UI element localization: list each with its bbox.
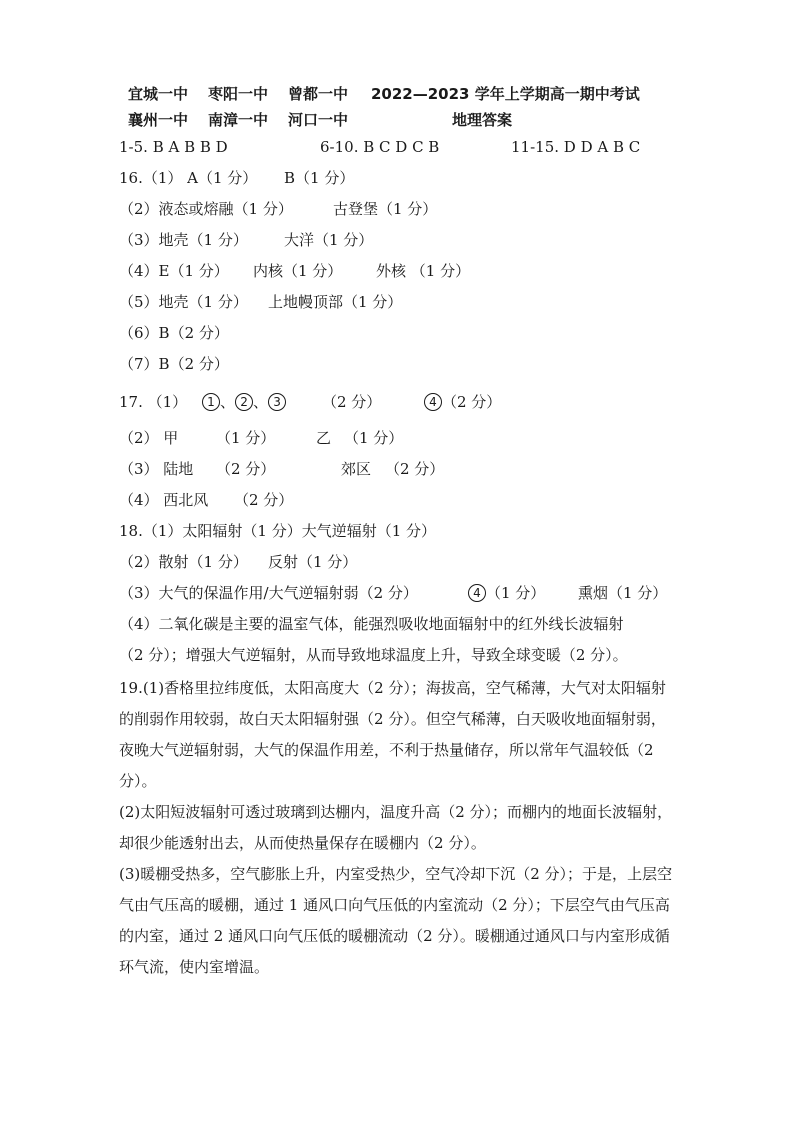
q17-line-4: （4） 西北风 [119, 491, 209, 509]
q18-line-3: （3）大气的保温作用/大气逆辐射弱（2 分） [119, 584, 418, 602]
separator: 、 [253, 393, 269, 411]
q17-line-2-b: （1 分） [216, 429, 276, 447]
school-name: 南漳一中 [208, 111, 269, 129]
q16-line-6: （6）B（2 分） [119, 324, 229, 342]
circled-number-2: 2 [235, 393, 253, 411]
q18-line-2: （2）散射（1 分） [119, 553, 248, 571]
q17-line-3: （3） 陆地 [119, 460, 194, 478]
separator: 、 [220, 393, 236, 411]
choice-answers-11-15: 11-15. D D A B C [511, 138, 641, 156]
q17-line-1-prefix: 17. （1） [119, 393, 188, 411]
q17-line-2-c: 乙 [316, 429, 332, 447]
q16-line-4-b: 内核（1 分） [253, 262, 343, 280]
q16-line-2: （2）液态或熔融（1 分） [119, 200, 293, 218]
q16-line-4-c: 外核 （1 分） [376, 262, 471, 280]
circled-number-4: 4 [468, 584, 486, 602]
school-name: 襄州一中 [128, 111, 189, 129]
school-name: 曾都一中 [288, 85, 349, 103]
q17-line-1-score-2: （2 分） [442, 393, 502, 411]
choice-answers-1-5: 1-5. B A B B D [119, 138, 228, 156]
circled-number-3: 3 [268, 393, 286, 411]
school-name: 枣阳一中 [208, 85, 269, 103]
q17-line-1-circles [202, 392, 286, 412]
q16-line-5-b: 上地幔顶部（1 分） [268, 293, 403, 311]
circled-number-4: 4 [424, 393, 442, 411]
choice-answers-6-10: 6-10. B C D C B [320, 138, 440, 156]
q18-line-4: （4）二氧化碳是主要的温室气体，能强烈吸收地面辐射中的红外线长波辐射 [119, 615, 624, 633]
q17-line-1-c4-wrap [424, 392, 501, 412]
school-name: 宜城一中 [128, 85, 189, 103]
circled-number-1: 1 [202, 393, 220, 411]
q17-line-3-b: （2 分） [216, 460, 276, 478]
q16-line-4: （4）E（1 分） [119, 262, 229, 280]
q17-line-1-score: （2 分） [322, 393, 382, 411]
q18-line-4-cont: （2 分）；增强大气逆辐射，从而导致地球温度上升，导致全球变暖（2 分）。 [119, 646, 628, 664]
q16-line-7: （7）B（2 分） [119, 355, 229, 373]
exam-title: 2022—2023 学年上学期高一期中考试 [371, 85, 640, 103]
q18-line-3-c: 熏烟（1 分） [578, 584, 668, 602]
subject-title: 地理答案 [452, 111, 513, 129]
q19-part-3: (3)暖棚受热多，空气膨胀上升，内室受热少，空气冷却下沉（2 分）；于是，上层空气由气压高的暖棚，通过 1 通风口向气压低的内室流动（2 分）；下层空气由气压高的内室，通过 2 通风口向气压低的暖棚流动（2 分）。暖棚通过通风口与内室形成循环气流，使内室增温。 [119, 865, 673, 976]
q16-line-1-b: B（1 分） [284, 169, 355, 187]
q16-line-3-b: 大洋（1 分） [284, 231, 374, 249]
q18-line-3-c4-wrap [468, 583, 545, 603]
q17-line-2-d: （1 分） [344, 429, 404, 447]
q17-line-2: （2） 甲 [119, 429, 179, 447]
q16-line-3: （3）地壳（1 分） [119, 231, 248, 249]
q16-line-2-b: 古登堡（1 分） [333, 200, 438, 218]
q16-line-5: （5）地壳（1 分） [119, 293, 248, 311]
q18-line-2-b: 反射（1 分） [268, 553, 358, 571]
q19-part-1: 19.(1)香格里拉纬度低，太阳高度大（2 分）；海拔高，空气稀薄，大气对太阳辐射的削弱作用较弱，故白天太阳辐射强（2 分）。但空气稀薄，白天吸收地面辐射弱，夜晚大气逆辐射弱，大气的保温作用差，不利于热量储存，所以常年气温较低（2 分）。 [119, 679, 666, 790]
q18-line-3-b: （1 分） [486, 584, 546, 602]
q19-part-2: (2)太阳短波辐射可透过玻璃到达棚内，温度升高（2 分）；而棚内的地面长波辐射，却很少能透射出去，从而使热量保存在暖棚内（2 分）。 [119, 803, 673, 852]
school-name: 河口一中 [288, 111, 349, 129]
q17-line-3-c: 郊区 [341, 460, 372, 478]
q17-line-3-d: （2 分） [385, 460, 445, 478]
q17-line-4-b: （2 分） [234, 491, 294, 509]
q16-line-1: 16.（1） A（1 分） [119, 169, 258, 187]
q18-line-1: 18.（1）太阳辐射（1 分）大气逆辐射（1 分） [119, 522, 437, 540]
